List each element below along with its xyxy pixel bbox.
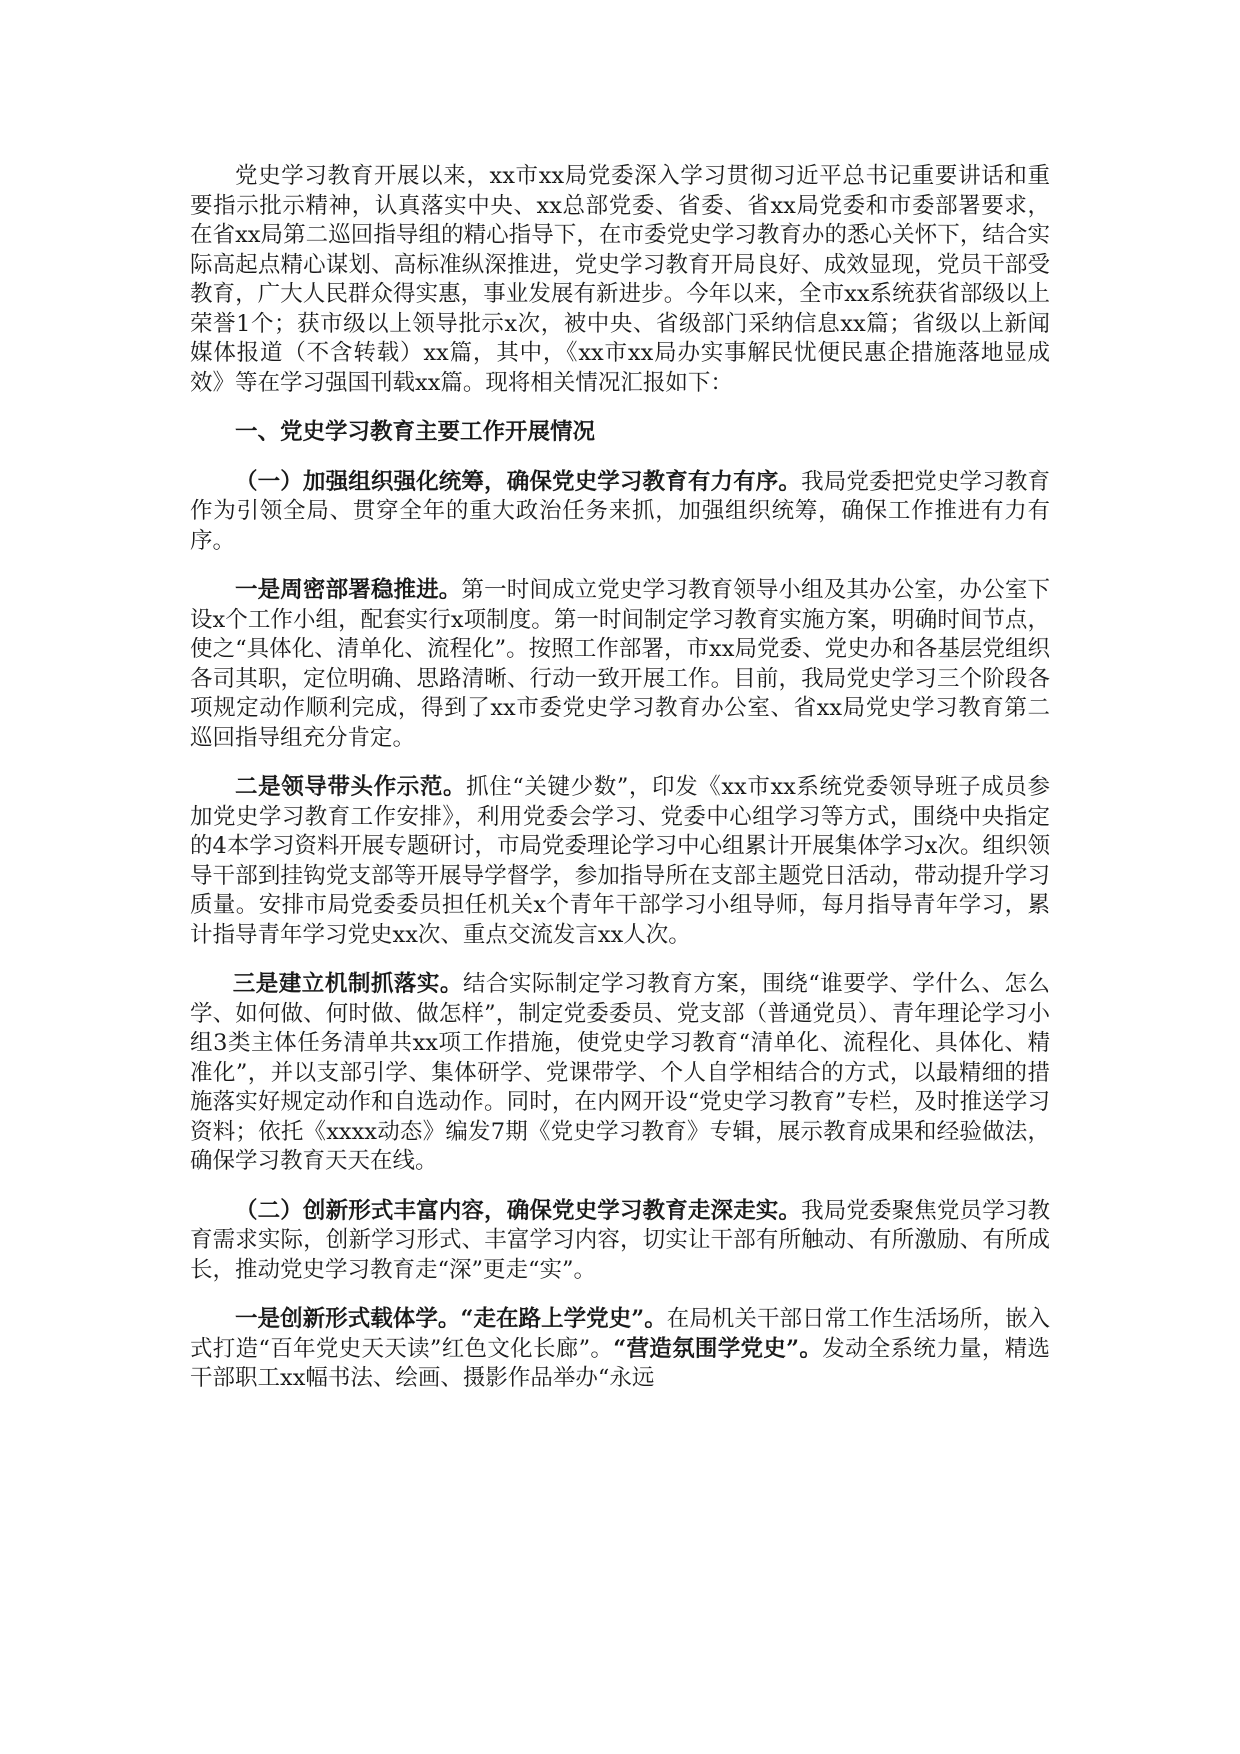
item-3-paragraph	[190, 970, 1050, 1177]
item-3-body: 结合实际制定学习教育方案，围绕“谁要学、学什么、怎么学、如何做、何时做、做怎样”，制定党委委员、党支部（普通党员）、青年理论学习小组3类主体任务清单共xx项工作措施，使党史学习教育“清单化、流程化、具体化、精准化”，并以支部引学、集体研学、党课带学、个人自学相结合的方式，以最精细的措施落实好规定动作和自选动作。同时，在内网开设“党史学习教育”专栏，及时推送学习资料；依托《xxxx动态》编发7期《党史学习教育》专辑，展示教育成果和经验做法，确保学习教育天天在线。	[190, 971, 1050, 1174]
subsection-2-body: 我局党委聚焦党员学习教育需求实际，创新学习形式、丰富学习内容，切实让干部有所触动、有所激励、有所成长，推动党史学习教育走“深”更走“实”。	[190, 1197, 1050, 1283]
subsection-2-paragraph	[190, 1197, 1050, 1286]
item-4-lead-3: “营造氛围学党史”。	[613, 1335, 823, 1362]
intro-paragraph: 党史学习教育开展以来，xx市xx局党委深入学习贯彻习近平总书记重要讲话和重要指示批示精神，认真落实中央、xx总部党委、省委、省xx局党委和市委部署要求，在省xx局第二巡回指导组的精心指导下，在市委党史学习教育办的悉心关怀下，结合实际高起点精心谋划、高标准纵深推进，党史学习教育开局良好、成效显现，党员干部受教育，广大人民群众得实惠，事业发展有新进步。今年以来，全市xx系统获省部级以上荣誉1个；获市级以上领导批示x次，被中央、省级部门采纳信息xx篇；省级以上新闻媒体报道（不含转载）xx篇，其中，《xx市xx局办实事解民忧便民惠企措施落地显成效》等在学习强国刊载xx篇。现将相关情况汇报如下：	[190, 163, 1050, 396]
subsection-1-paragraph	[190, 468, 1050, 557]
item-4-paragraph	[190, 1305, 1050, 1394]
item-2-lead: 二是领导带头作示范。	[235, 774, 467, 800]
item-4-lead: 一是创新形式载体学。	[235, 1306, 461, 1332]
item-2-body: 抓住“关键少数”，印发《xx市xx系统党委领导班子成员参加党史学习教育工作安排》，利用党委会学习、党委中心组学习等方式，围绕中央指定的4本学习资料开展专题研讨，市局党委理论学习中心组累计开展集体学习x次。组织领导干部到挂钩党支部等开展导学督学，参加指导所在支部主题党日活动，带动提升学习质量。安排市局党委委员担任机关x个青年干部学习小组导师，每月指导青年学习，累计指导青年学习党史xx次、重点交流发言xx人次。	[190, 774, 1050, 948]
item-4-lead-2: “走在路上学党史”。	[460, 1306, 667, 1332]
item-1-body: 第一时间成立党史学习教育领导小组及其办公室，办公室下设x个工作小组，配套实行x项制度。第一时间制定学习教育实施方案，明确时间节点，使之“具体化、清单化、流程化”。按照工作部署，市xx局党委、党史办和各基层党组织各司其职，定位明确、思路清晰、行动一致开展工作。目前，我局党史学习三个阶段各项规定动作顺利完成，得到了xx市委党史学习教育办公室、省xx局党史学习教育第二巡回指导组充分肯定。	[190, 577, 1050, 751]
item-2-paragraph	[190, 773, 1050, 950]
document-body	[190, 162, 1050, 1414]
item-1-lead: 一是周密部署稳推进。	[235, 577, 462, 603]
subsection-1-lead: （一）加强组织强化统筹，确保党史学习教育有力有序。	[235, 468, 802, 495]
subsection-2-lead: （二）创新形式丰富内容，确保党史学习教育走深走实。	[235, 1197, 802, 1224]
item-4-body-2: 发动全系统力量，精选干部职工xx幅书法、绘画、摄影作品举办“永远	[190, 1335, 1050, 1391]
item-1-paragraph	[190, 576, 1050, 753]
subsection-1-body: 我局党委把党史学习教育作为引领全局、贯穿全年的重大政治任务来抓，加强组织统筹，确保工作推进有力有序。	[190, 468, 1050, 554]
section-heading: 一、党史学习教育主要工作开展情况	[235, 419, 596, 445]
item-4-body: 在局机关干部日常工作生活场所，嵌入式打造“百年党史天天读”红色文化长廊”。	[190, 1306, 1050, 1362]
item-3-lead: 三是建立机制抓落实。	[232, 971, 463, 997]
